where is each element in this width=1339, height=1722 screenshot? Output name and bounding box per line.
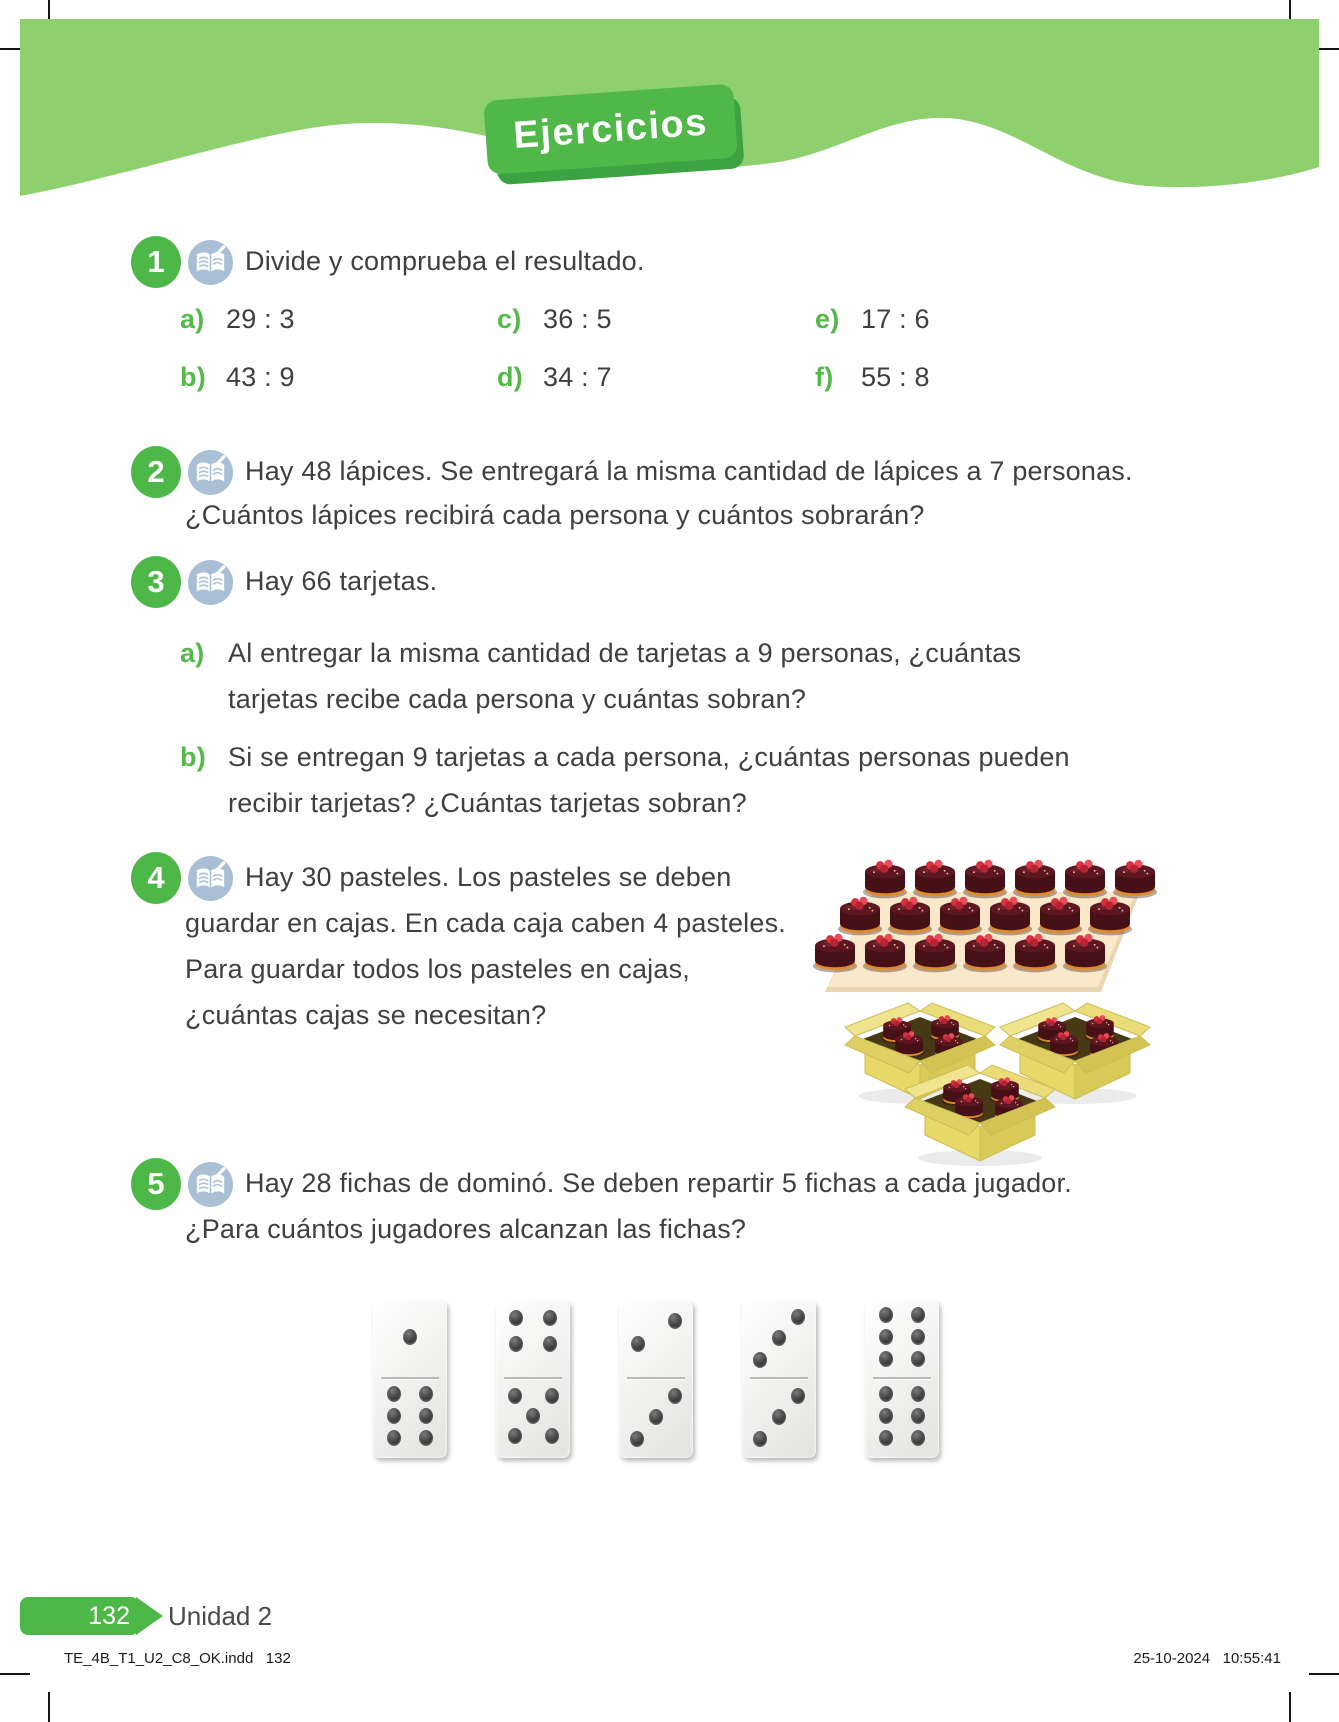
item-value: 43 : 9 — [226, 362, 295, 392]
subitem-text: tarjetas recibe cada persona y cuántas sobran? — [228, 684, 807, 714]
exercise-number-badge — [131, 236, 181, 288]
subitem-label: a) — [180, 638, 205, 668]
item-value: 36 : 5 — [543, 304, 612, 334]
open-book-pencil-icon — [187, 1161, 234, 1208]
item-value: 17 : 6 — [861, 304, 930, 334]
domino-tile — [373, 1300, 447, 1458]
open-book-pencil-icon — [187, 449, 234, 496]
exercise-text: ¿Cuántos lápices recibirá cada persona y cuántos sobrarán? — [185, 500, 925, 530]
subitem-label: b) — [180, 742, 206, 772]
exercise-text: Divide y comprueba el resultado. — [245, 246, 645, 276]
crop-mark — [1289, 1692, 1291, 1722]
exercise-text: Hay 48 lápices. Se entregará la misma cantidad de lápices a 7 personas. — [245, 456, 1133, 486]
page-number-badge-arrow — [136, 1597, 163, 1635]
crop-mark — [48, 1692, 50, 1722]
open-book-pencil-icon — [187, 855, 234, 902]
subitem-text: Al entregar la misma cantidad de tarjetas a 9 personas, ¿cuántas — [228, 638, 1022, 668]
exercise-number: 1 — [147, 244, 165, 279]
exercise-number: 2 — [147, 454, 165, 489]
exercise-item-d — [497, 362, 612, 393]
section-title-badge — [483, 83, 744, 187]
print-file-label: TE_4B_T1_U2_C8_OK.indd 132 — [64, 1650, 291, 1667]
exercise-number: 3 — [147, 564, 165, 599]
crop-mark — [1309, 1673, 1339, 1675]
exercise-text: Hay 30 pasteles. Los pasteles se deben — [245, 862, 732, 892]
item-label: d) — [497, 362, 523, 392]
open-book-pencil-icon — [187, 239, 234, 286]
exercise-number-badge — [131, 446, 181, 498]
exercise-text: Hay 66 tarjetas. — [245, 566, 438, 596]
cakes-illustration — [800, 845, 1170, 1175]
domino-tile — [865, 1300, 939, 1458]
item-label: a) — [180, 304, 205, 334]
exercise-item-e — [815, 304, 930, 335]
exercise-number-badge — [131, 852, 181, 904]
page-number: 132 — [88, 1601, 130, 1630]
domino-tile — [496, 1300, 570, 1458]
exercise-item-c — [497, 304, 612, 335]
exercise-text: Hay 28 fichas de dominó. Se deben repartir 5 fichas a cada jugador. — [245, 1168, 1072, 1198]
exercise-text: guardar en cajas. En cada caja caben 4 pasteles. — [185, 908, 786, 938]
exercise-item-b — [180, 362, 295, 393]
item-value: 29 : 3 — [226, 304, 295, 334]
page-number-badge-face — [20, 1597, 139, 1635]
item-label: e) — [815, 304, 840, 334]
print-timestamp: 25-10-2024 10:55:41 — [1133, 1650, 1281, 1667]
unit-label: Unidad 2 — [168, 1601, 273, 1631]
subitem-text: Si se entregan 9 tarjetas a cada persona, ¿cuántas personas pueden — [228, 742, 1070, 772]
exercise-text: ¿Para cuántos jugadores alcanzan las fichas? — [185, 1214, 747, 1244]
exercise-text: Para guardar todos los pasteles en cajas, — [185, 954, 690, 984]
exercise-number: 5 — [147, 1166, 165, 1201]
crop-mark — [0, 1673, 30, 1675]
item-label: c) — [497, 304, 522, 334]
subitem-text: recibir tarjetas? ¿Cuántas tarjetas sobran? — [228, 788, 747, 818]
exercise-number: 4 — [147, 860, 165, 895]
domino-tile — [619, 1300, 693, 1458]
exercise-item-f — [815, 362, 930, 393]
section-title: Ejercicios — [512, 100, 710, 157]
exercise-number-badge — [131, 556, 181, 608]
item-value: 55 : 8 — [861, 362, 930, 392]
exercise-item-a — [180, 304, 295, 335]
open-book-pencil-icon — [187, 559, 234, 606]
item-label: b) — [180, 362, 206, 392]
item-value: 34 : 7 — [543, 362, 612, 392]
exercise-number-badge — [131, 1158, 181, 1210]
dominoes-row — [373, 1300, 939, 1458]
item-label: f) — [815, 362, 834, 392]
domino-tile — [742, 1300, 816, 1458]
exercise-text: ¿cuántas cajas se necesitan? — [185, 1000, 547, 1030]
